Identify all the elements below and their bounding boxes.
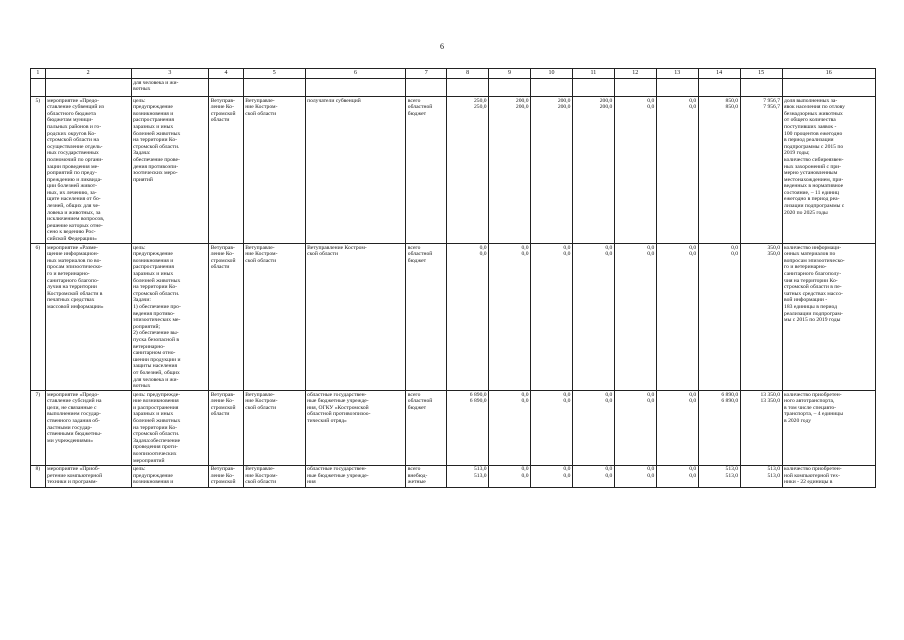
co-executor: Ветуправле- ние Костром- ской области [243, 465, 305, 487]
amount-cell: 0,0 0,0 [656, 244, 698, 391]
amount-cell: 7 956,7 7 956,7 [740, 97, 782, 244]
header-cell: 10 [531, 69, 573, 79]
row-number: 7) [31, 391, 46, 466]
amount-cell: 0,0 0,0 [656, 97, 698, 244]
amount-cell: 200,0 200,0 [531, 97, 573, 244]
header-cell: 14 [698, 69, 740, 79]
funding-source: всего областной бюджет [406, 97, 447, 244]
participants: областные государствен- ные бюджетные учрежде- ния, ОГКУ «Костромской областной противоэпизоо- тический отряд» [305, 391, 406, 466]
amount-cell: 0,0 0,0 [572, 244, 614, 391]
responsible-executor: Ветуправ- ление Ко- стромской области [209, 391, 244, 466]
amount-cell: 0,0 0,0 [614, 391, 656, 466]
amount-cell: 0,0 0,0 [698, 244, 740, 391]
header-cell: 6 [305, 69, 406, 79]
amount-cell: 0,0 0,0 [572, 465, 614, 487]
amount-cell: 0,0 0,0 [531, 391, 573, 466]
amount-cell: 0,0 0,0 [614, 97, 656, 244]
co-executor: Ветуправле- ние Костром- ской области [243, 244, 305, 391]
measure-name: мероприятие «Приоб- ретение компьютерной техники и программ- [45, 465, 131, 487]
header-cell: 4 [209, 69, 244, 79]
indicator-text: доля выполненных за- явок населения по отлову безнадзорных животных от общего количества поступивших заявок - 100 процентов ежегодно в период реализации подпрограммы с 2015 по 2019 годы; количество сибиреязвен- ных захоронений с при- мерно установленным местонахождением, при- веденных в нормативное состояние, – 11 единиц ежегодно в период реа- лизации подпрограммы с 2020 по 2025 годы [782, 97, 875, 244]
header-cell: 15 [740, 69, 782, 79]
participants: получатели субвенций [305, 97, 406, 244]
amount-cell: 200,0 200,0 [489, 97, 531, 244]
participants: областные государствен- ные бюджетные учрежде- ния [305, 465, 406, 487]
amount-cell: 0,0 0,0 [656, 391, 698, 466]
row-number: 8) [31, 465, 46, 487]
amount-cell: 13 350,0 13 350,0 [740, 391, 782, 466]
header-cell: 16 [782, 69, 875, 79]
funding-source: всего областной бюджет [406, 391, 447, 466]
header-cell: 11 [572, 69, 614, 79]
table-row [31, 391, 876, 466]
header-cell: 5 [243, 69, 305, 79]
amount-cell: 513,0 513,0 [740, 465, 782, 487]
table-row [31, 244, 876, 391]
amount-cell: 850,0 850,0 [698, 97, 740, 244]
row-number: 5) [31, 97, 46, 244]
amount-cell: 0,0 0,0 [489, 391, 531, 466]
table-row [31, 465, 876, 487]
amount-cell: 0,0 0,0 [614, 465, 656, 487]
co-executor: Ветуправле- ние Костром- ской области [243, 97, 305, 244]
funding-source: всего областной бюджет [406, 244, 447, 391]
table-row [31, 97, 876, 244]
header-cell: 3 [131, 69, 209, 79]
responsible-executor: Ветуправ- ление Ко- стромской области [209, 244, 244, 391]
measure-name: мероприятие «Разме- щение информацион- ных материалов по во- просам эпизоотическо- го и ветеринарно- санитарного благопо- лучия на территории Костромской области в печатных средствах массовой информации» [45, 244, 131, 391]
header-cell: 8 [447, 69, 489, 79]
measure-name: мероприятие «Предо- ставление субсидий на цели, не связанные с выполнением государ- ственного задания об- ластными государ- ственными бюджетны- ми учреждениями» [45, 391, 131, 466]
measure-goal: цель: предупрежде- ние возникновения и распространения заразных и иных болезней животных на территории Ко- стромской области. Задача:обеспечение проведения проти- воэпизоотических мероприятий [131, 391, 209, 466]
amount-cell: 0,0 0,0 [489, 465, 531, 487]
header-cell: 13 [656, 69, 698, 79]
funding-source: всего внебюд- жетные [406, 465, 447, 487]
co-executor: Ветуправле- ние Костром- ской области [243, 391, 305, 466]
amount-cell: 250,0 250,0 [447, 97, 489, 244]
responsible-executor: Ветуправ- ление Ко- стромской [209, 465, 244, 487]
amount-cell: 200,0 200,0 [572, 97, 614, 244]
page-number: 6 [440, 42, 444, 51]
participants: Ветуправление Костром- ской области [305, 244, 406, 391]
continuation-text: для человека и жи- вотных [131, 79, 209, 97]
indicator-text: количество приобретен- ной компьютерной тех- ники - 22 единицы в [782, 465, 875, 487]
continuation-row [31, 79, 876, 97]
indicator-text: количество информаци- онных материалов по вопросам эпизоотическо- го и ветеринарно- санитарного благополу- чия на территории Ко- стромской области в пе- чатных средствах массо- вой информации - 183 единицы в период реализации подпрограм- мы с 2015 по 2019 годы [782, 244, 875, 391]
header-cell: 12 [614, 69, 656, 79]
amount-cell: 0,0 0,0 [614, 244, 656, 391]
header-row [31, 69, 876, 79]
amount-cell: 0,0 0,0 [656, 465, 698, 487]
measure-name: мероприятие «Предо- ставление субвенций из областного бюджета бюджетам муници- пальных районов и го- родских округов Ко- стромской области на осуществление отдель- ных государственных полномочий по органи- зации проведения ме- роприятий по преду- преждению и ликвида- ции болезней живот- ных, их лечению, за- щите населения от бо- лезней, общих для че- ловека и животных, за исключением вопросов, решение которых отне- сено к ведению Рос- сийской Федерации» [45, 97, 131, 244]
responsible-executor: Ветуправ- ление Ко- стромской области [209, 97, 244, 244]
amount-cell: 0,0 0,0 [489, 244, 531, 391]
amount-cell: 6 890,0 6 890,0 [698, 391, 740, 466]
header-cell: 9 [489, 69, 531, 79]
indicator-text: количество приобретен- ного автотранспорта, в том числе спецавто- транспорта, – 4 единицы в 2020 году [782, 391, 875, 466]
amount-cell: 0,0 0,0 [572, 391, 614, 466]
amount-cell: 0,0 0,0 [531, 465, 573, 487]
amount-cell: 513,0 513,0 [698, 465, 740, 487]
header-cell: 1 [31, 69, 46, 79]
amount-cell: 6 890,0 6 890,0 [447, 391, 489, 466]
amount-cell: 0,0 0,0 [447, 244, 489, 391]
program-table [30, 68, 876, 488]
header-cell: 2 [45, 69, 131, 79]
row-number: 6) [31, 244, 46, 391]
amount-cell: 350,0 350,0 [740, 244, 782, 391]
measure-goal: цель: предупреждение возникновения и распространения заразных и иных болезней животных на территории Ко- стромской области. Задача: обеспечение прове- дения противоэпи- зоотических меро- приятий [131, 97, 209, 244]
amount-cell: 513,0 513,0 [447, 465, 489, 487]
measure-goal: цель: предупреждение возникновения и распространения заразных и иных болезней животных на территории Ко- стромской области. Задачи: 1) обеспечение про- ведения противо- эпизоотических ме- роприятий; 2) обеспечение вы- пуска безопасной в ветеринарно- санитарном отно- шении продукции и защиты населения от болезней, общих для человека и жи- вотных [131, 244, 209, 391]
header-cell: 7 [406, 69, 447, 79]
measure-goal: цель: предупреждение возникновения и [131, 465, 209, 487]
amount-cell: 0,0 0,0 [531, 244, 573, 391]
